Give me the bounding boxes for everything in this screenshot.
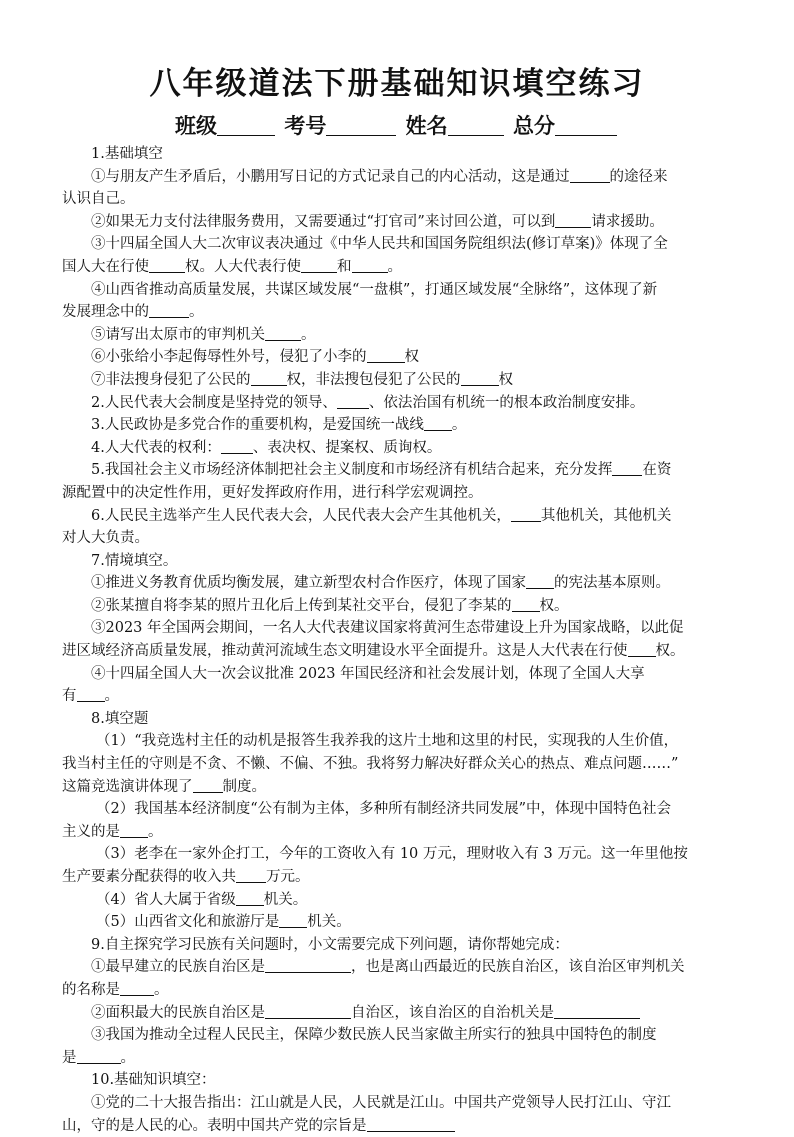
question-line: [62, 911, 738, 934]
answer-blank[interactable]: [612, 460, 642, 476]
class-blank[interactable]: [217, 115, 275, 136]
line-text: 进区域经济高质量发展，推动黄河流域生态文明建设水平全面提升。这是人大代表在行使: [62, 643, 628, 660]
answer-blank[interactable]: [265, 325, 301, 341]
line-text: ⑤请写出太原市的审判机关: [91, 326, 265, 343]
line-text: ①党的二十大报告指出：江山就是人民，人民就是江山。中国共产党领导人民打江山、守江: [91, 1094, 671, 1111]
name-blank[interactable]: [448, 115, 504, 136]
line-text: 、表决权、提案权、质询权。: [252, 439, 442, 456]
line-text: 这篇竞选演讲体现了: [62, 778, 193, 795]
line-text: 和: [337, 258, 352, 275]
question-line: [62, 617, 738, 640]
line-text: ①与朋友产生矛盾后，小鹏用写日记的方式记录自己的内心活动，这是通过: [91, 168, 570, 185]
question-line: [62, 753, 738, 776]
score-label: 总分: [512, 114, 555, 138]
line-text: 机关。: [263, 891, 308, 908]
line-text: ③十四届全国人大二次审议表决通过《中华人民共和国国务院组织法(修订草案)》体现了全: [91, 236, 668, 253]
line-text: 5.我国社会主义市场经济体制把社会主义制度和市场经济有机结合起来，充分发挥: [91, 462, 613, 479]
line-text: 主义的是: [62, 823, 120, 840]
line-text: 。: [154, 981, 169, 998]
line-text: ③我国为推动全过程人民民主，保障少数民族人民当家做主所实行的独具中国特色的制度: [91, 1027, 657, 1044]
line-text: 10.基础知识填空：: [91, 1072, 216, 1089]
answer-blank[interactable]: [265, 1003, 351, 1019]
question-line: [62, 346, 738, 369]
line-text: 3.人民政协是多党合作的重要机构，是爱国统一战线: [91, 417, 424, 434]
line-text: 我当村主任的守则是不贪、不懒、不偏、不独。我将努力解决好群众关心的热点、难点问题……”: [62, 756, 679, 773]
line-text: 发展理念中的: [62, 304, 149, 321]
answer-blank[interactable]: [512, 596, 540, 612]
question-line: [62, 798, 738, 821]
line-text: 6.人民民主选举产生人民代表大会，人民代表大会产生其他机关，: [91, 507, 511, 524]
student-info-row: [0, 110, 794, 140]
line-text: 源配置中的决定性作用，更好发挥政府作用，进行科学宏观调控。: [62, 484, 483, 501]
answer-blank[interactable]: [352, 257, 388, 273]
line-text: 。: [120, 1049, 135, 1066]
question-line: [62, 482, 738, 505]
line-text: 的名称是: [62, 981, 120, 998]
question-line: [62, 956, 738, 979]
question-line: [62, 821, 738, 844]
question-line: [62, 279, 738, 302]
exam-no-label: 考号: [284, 114, 327, 138]
line-text: 权。: [539, 597, 569, 614]
question-line: [62, 640, 738, 663]
section-heading: [62, 934, 738, 957]
line-text: 机关。: [307, 914, 351, 931]
line-text: （5）山西省文化和旅游厅是: [96, 914, 280, 931]
answer-blank[interactable]: [251, 370, 287, 386]
line-text: ②如果无力支付法律服务费用，又需要通过“打官司”来讨回公道，可以到: [91, 213, 556, 230]
question-line: [62, 1092, 738, 1115]
line-text: ，也是离山西最近的民族自治区，该自治区审判机关: [351, 959, 685, 976]
answer-blank[interactable]: [424, 415, 452, 431]
line-text: 。: [189, 304, 204, 321]
line-text: （3）老李在一家外企打工，今年的工资收入有 10 万元，理财收入有 3 万元。这一年里他按: [96, 846, 688, 863]
answer-blank[interactable]: [367, 347, 405, 363]
line-text: 权: [404, 349, 419, 366]
line-text: 权: [498, 371, 513, 388]
line-text: ①最早建立的民族自治区是: [91, 959, 265, 976]
answer-blank[interactable]: [628, 641, 656, 657]
line-text: 7.情境填空。: [91, 552, 178, 569]
line-text: 4.人大代表的权利：: [91, 439, 221, 456]
line-text: 2.人民代表大会制度是坚持党的领导、: [91, 394, 337, 411]
page-title: 八年级道法下册基础知识填空练习: [149, 66, 645, 102]
question-line: [62, 233, 738, 256]
line-text: 认识自己。: [62, 191, 135, 208]
question-line: [62, 730, 738, 753]
line-text: 有: [62, 688, 77, 705]
question-line: [62, 1115, 738, 1137]
line-text: ②张某擅自将李某的照片丑化后上传到某社交平台，侵犯了李某的: [91, 597, 512, 614]
question-line: [62, 979, 738, 1002]
answer-blank[interactable]: [511, 506, 541, 522]
section-heading: [62, 143, 738, 166]
question-line: [62, 256, 738, 279]
line-text: （1）“我竞选村主任的动机是报答生我养我的这片土地和这里的村民，实现我的人生价值，: [96, 733, 679, 750]
name-label: 姓名: [405, 114, 448, 138]
line-text: 其他机关，其他机关: [540, 507, 672, 524]
line-text: 。: [148, 823, 163, 840]
question-line: [62, 437, 738, 460]
question-line: [62, 1024, 738, 1047]
question-line: [62, 572, 738, 595]
line-text: 权，非法搜包侵犯了公民的: [286, 371, 461, 388]
line-text: 对人大负责。: [62, 530, 149, 547]
section-heading: [62, 550, 738, 573]
line-text: （2）我国基本经济制度“公有制为主体，多种所有制经济共同发展”中，体现中国特色社会: [96, 801, 672, 818]
answer-blank[interactable]: [236, 867, 266, 883]
question-line: [62, 324, 738, 347]
question-line: [62, 685, 738, 708]
answer-blank[interactable]: [461, 370, 499, 386]
line-text: 8.填空题: [91, 710, 149, 727]
line-text: 山，守的是人民的心。表明中国共产党的宗旨是: [62, 1117, 367, 1134]
line-text: 。: [451, 417, 467, 434]
question-line: [62, 889, 738, 912]
answer-blank[interactable]: [265, 957, 351, 973]
question-line: [62, 663, 738, 686]
line-text: 制度。: [222, 778, 266, 795]
line-text: 1.基础填空: [91, 146, 163, 162]
question-line: [62, 527, 738, 550]
section-heading: [62, 1069, 738, 1092]
exam-no-blank[interactable]: [326, 115, 396, 136]
line-text: ①推进义务教育优质均衡发展，建立新型农村合作医疗，体现了国家: [91, 575, 526, 592]
answer-blank[interactable]: [77, 1048, 121, 1064]
answer-blank[interactable]: [367, 1116, 455, 1132]
question-line: [62, 843, 738, 866]
answer-blank[interactable]: [554, 1003, 640, 1019]
question-line: [62, 866, 738, 889]
line-text: 权。人大代表行使: [185, 258, 301, 275]
answer-blank[interactable]: [120, 980, 154, 996]
question-line: [62, 369, 738, 392]
answer-blank[interactable]: [526, 573, 554, 589]
question-line: [62, 595, 738, 618]
line-text: 请求援助。: [591, 213, 664, 230]
answer-blank[interactable]: [279, 912, 307, 928]
answer-blank[interactable]: [337, 393, 369, 409]
section-heading: [62, 708, 738, 731]
question-line: [62, 776, 738, 799]
line-text: ⑥小张给小李起侮辱性外号，侵犯了小李的: [91, 349, 367, 366]
line-text: 的途径来: [609, 168, 668, 185]
line-text: ②面积最大的民族自治区是: [91, 1004, 265, 1021]
answer-blank[interactable]: [301, 257, 337, 273]
line-text: 权。: [655, 643, 685, 660]
line-text: 自治区，该自治区的自治机关是: [351, 1004, 554, 1021]
question-line: [62, 1047, 738, 1070]
line-text: ④十四届全国人大一次会议批准 2023 年国民经济和社会发展计划，体现了全国人大享: [91, 665, 645, 682]
line-text: 。: [104, 688, 119, 705]
class-label: 班级: [175, 114, 218, 138]
line-text: 。: [387, 258, 402, 275]
answer-blank[interactable]: [149, 257, 185, 273]
score-blank[interactable]: [555, 115, 617, 136]
answer-blank[interactable]: [236, 890, 264, 906]
question-line: [62, 414, 738, 437]
line-text: 、依法治国有机统一的根本政治制度安排。: [368, 394, 645, 411]
line-text: 的宪法基本原则。: [554, 575, 670, 592]
question-body: [62, 143, 738, 1137]
line-text: ③2023 年全国两会期间，一名人大代表建议国家将黄河生态带建设上升为国家战略，以此促: [91, 620, 684, 637]
line-text: 是: [62, 1049, 77, 1066]
answer-blank[interactable]: [149, 302, 189, 318]
question-line: [62, 1002, 738, 1025]
line-text: 9.自主探究学习民族有关问题时，小文需要完成下列问题，请你帮她完成：: [91, 936, 569, 953]
question-line: [62, 188, 738, 211]
question-line: [62, 301, 738, 324]
question-line: [62, 392, 738, 415]
answer-blank[interactable]: [555, 212, 591, 228]
line-text: 在资: [642, 462, 672, 479]
answer-blank[interactable]: [221, 438, 253, 454]
answer-blank[interactable]: [120, 822, 148, 838]
line-text: 。: [301, 326, 316, 343]
line-text: 万元。: [266, 869, 310, 885]
question-line: [62, 459, 738, 482]
line-text: ⑦非法搜身侵犯了公民的: [91, 371, 251, 388]
answer-blank[interactable]: [570, 167, 610, 183]
line-text: （4）省人大属于省级: [96, 891, 236, 908]
answer-blank[interactable]: [77, 686, 105, 702]
question-line: [62, 211, 738, 234]
question-line: [62, 505, 738, 528]
question-line: [62, 166, 738, 189]
line-text: ④山西省推动高质量发展，共谋区域发展“一盘棋”，打通区域发展“全脉络”，这体现了新: [91, 281, 658, 298]
line-text: 国人大在行使: [62, 258, 149, 275]
answer-blank[interactable]: [193, 777, 223, 793]
line-text: 生产要素分配获得的收入共: [62, 869, 236, 885]
